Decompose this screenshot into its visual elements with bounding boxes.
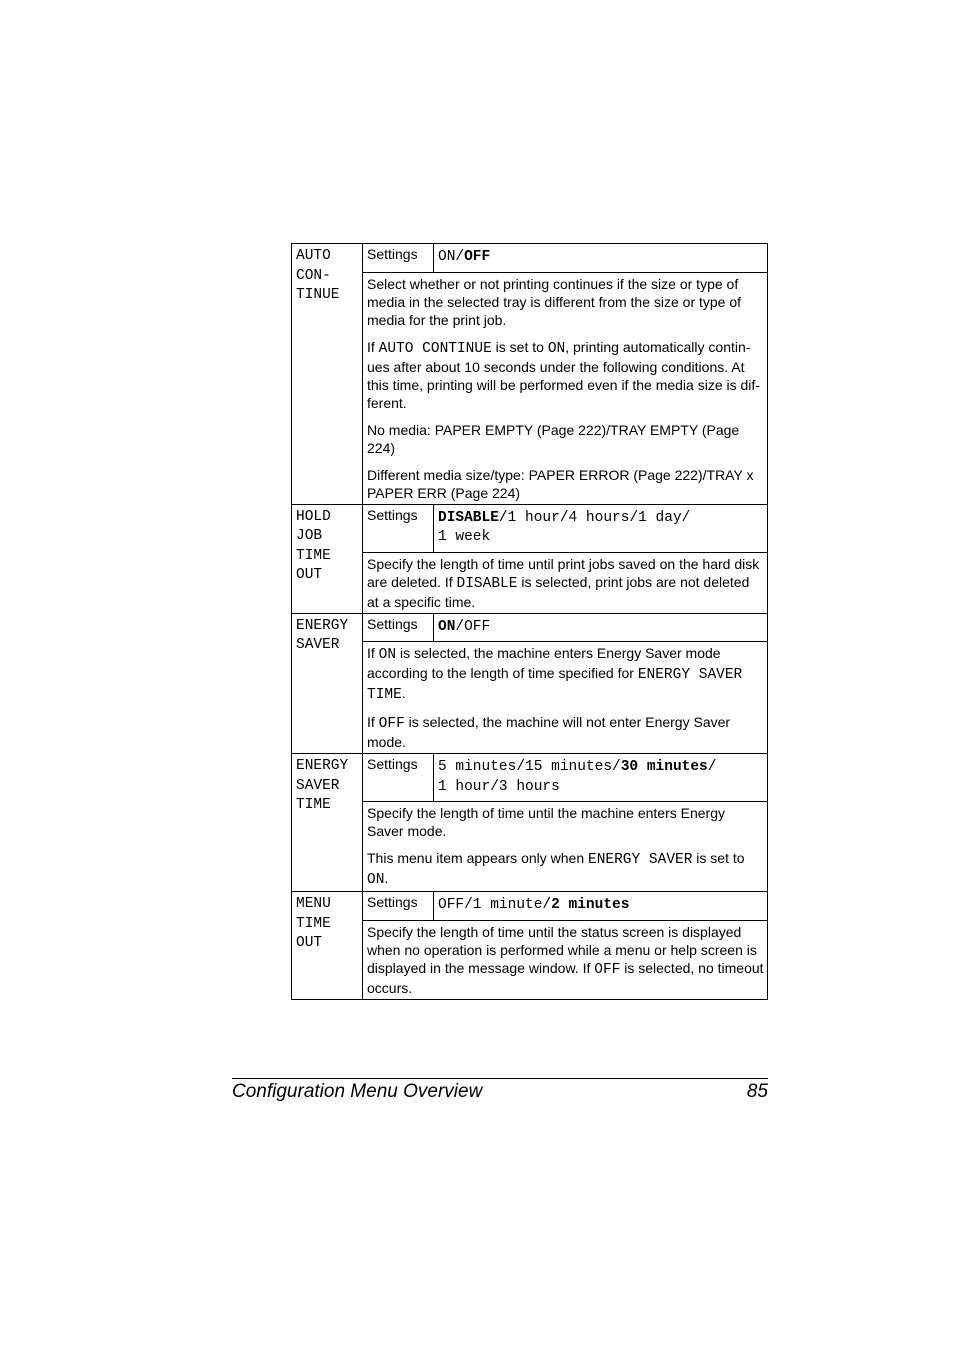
settings-label: Settings xyxy=(363,504,434,552)
footer-title: Configuration Menu Overview xyxy=(232,1081,483,1102)
menu-row-description xyxy=(292,552,768,613)
footer-rule xyxy=(232,1078,768,1079)
menu-item-name: MENU TIME OUT xyxy=(292,892,363,1000)
inline-code: ON xyxy=(378,647,397,663)
menu-item-name: ENERGY SAVER TIME xyxy=(292,754,363,892)
description-paragraph xyxy=(367,644,764,704)
description-text: Different media size/type: PAPER ERROR (Page 222)/TRAY x PAPER ERR (Page 224) xyxy=(367,466,754,501)
description-text: is selected, no timeout occurs. xyxy=(367,959,764,996)
description-paragraph xyxy=(367,713,764,751)
description-cell xyxy=(363,642,768,754)
description-text: is set to xyxy=(491,338,548,355)
default-value: 30 minutes xyxy=(620,759,708,775)
page-number: 85 xyxy=(746,1081,768,1102)
description-text: . xyxy=(401,685,406,701)
description-paragraph xyxy=(367,338,764,412)
menu-item-name: ENERGY SAVER xyxy=(292,613,363,754)
description-text: Specify the length of time until print jobs saved on the hard disk are deleted. If xyxy=(367,555,760,590)
description-text: This menu item appears only when xyxy=(367,850,588,866)
default-value: OFF xyxy=(464,249,491,265)
description-paragraph xyxy=(367,555,764,611)
inline-code: ENERGY SAVER xyxy=(588,852,693,868)
description-paragraph xyxy=(367,466,764,502)
inline-code: AUTO CONTINUE xyxy=(378,340,492,357)
description-text: is selected, the machine will not enter Energy Saver mode. xyxy=(367,714,731,750)
menu-item-name: AUTO CON- TINUE xyxy=(292,244,363,505)
description-text: is selected, the machine enters Energy Saver mode according to the length of time specified for xyxy=(367,645,721,681)
description-text: No media: PAPER EMPTY (Page 222)/TRAY EMPTY (Page 224) xyxy=(367,421,740,456)
menu-table-body xyxy=(292,244,768,1000)
menu-item-name: HOLD JOB TIME OUT xyxy=(292,504,363,613)
settings-label: Settings xyxy=(363,244,434,273)
description-cell xyxy=(363,272,768,504)
settings-values xyxy=(434,613,768,642)
description-cell xyxy=(363,552,768,613)
description-text: If xyxy=(367,714,379,730)
option-value: 5 minutes/15 minutes/ xyxy=(438,759,621,775)
description-cell xyxy=(363,920,768,999)
option-value: /OFF xyxy=(455,618,491,635)
menu-row-settings xyxy=(292,504,768,552)
menu-row-description xyxy=(292,802,768,892)
description-paragraph xyxy=(367,849,764,889)
description-text: is set to xyxy=(692,850,745,866)
menu-row-settings xyxy=(292,244,768,273)
description-paragraph xyxy=(367,923,764,997)
description-text: Select whether or not printing continues if the size or type of media in the selected tray is different from the size or type of media for the print job. xyxy=(367,275,742,328)
menu-row-settings xyxy=(292,892,768,921)
description-text: Specify the length of time until the machine enters Energy Saver mode. xyxy=(367,805,725,839)
settings-values xyxy=(434,754,768,802)
menu-row-description xyxy=(292,642,768,754)
inline-code: OFF xyxy=(378,716,405,732)
description-paragraph xyxy=(367,275,764,329)
description-paragraph xyxy=(367,804,764,840)
default-value: ON xyxy=(438,618,456,635)
option-value: ON/ xyxy=(438,249,465,265)
menu-settings-table xyxy=(291,243,768,1000)
menu-row-description xyxy=(292,920,768,999)
inline-code: OFF xyxy=(594,961,621,978)
inline-code: ON xyxy=(547,340,566,357)
settings-values xyxy=(434,244,768,273)
option-value: / 1 hour/3 hours xyxy=(438,759,717,795)
menu-row-description xyxy=(292,272,768,504)
settings-values xyxy=(434,892,768,921)
description-text: Specify the length of time until the status screen is displayed when no operation is performed while a menu or help screen is displayed in the message window. If xyxy=(367,923,757,976)
description-text: is selected, print jobs are not deleted at a specific time. xyxy=(367,573,750,610)
option-value: /1 hour/4 hours/1 day/ 1 week xyxy=(438,509,691,545)
settings-label: Settings xyxy=(363,613,434,642)
inline-code: ENERGY SAVER TIME xyxy=(367,667,743,703)
description-text: , printing automatically contin-ues after about 10 seconds under the following conditions. At this time, printing will be performed even if the media size is dif-ferent. xyxy=(367,338,760,411)
settings-label: Settings xyxy=(363,892,434,921)
settings-values xyxy=(434,504,768,552)
menu-row-settings xyxy=(292,754,768,802)
inline-code: DISABLE xyxy=(456,575,518,592)
description-cell xyxy=(363,802,768,892)
option-value: OFF/1 minute/ xyxy=(438,897,552,913)
description-text: If xyxy=(367,338,379,355)
default-value: 2 minutes xyxy=(551,897,630,913)
description-text: . xyxy=(384,870,389,886)
menu-row-settings xyxy=(292,613,768,642)
description-paragraph xyxy=(367,421,764,457)
inline-code: ON xyxy=(367,872,385,888)
default-value: DISABLE xyxy=(438,509,499,526)
description-text: If xyxy=(367,645,379,661)
settings-label: Settings xyxy=(363,754,434,802)
